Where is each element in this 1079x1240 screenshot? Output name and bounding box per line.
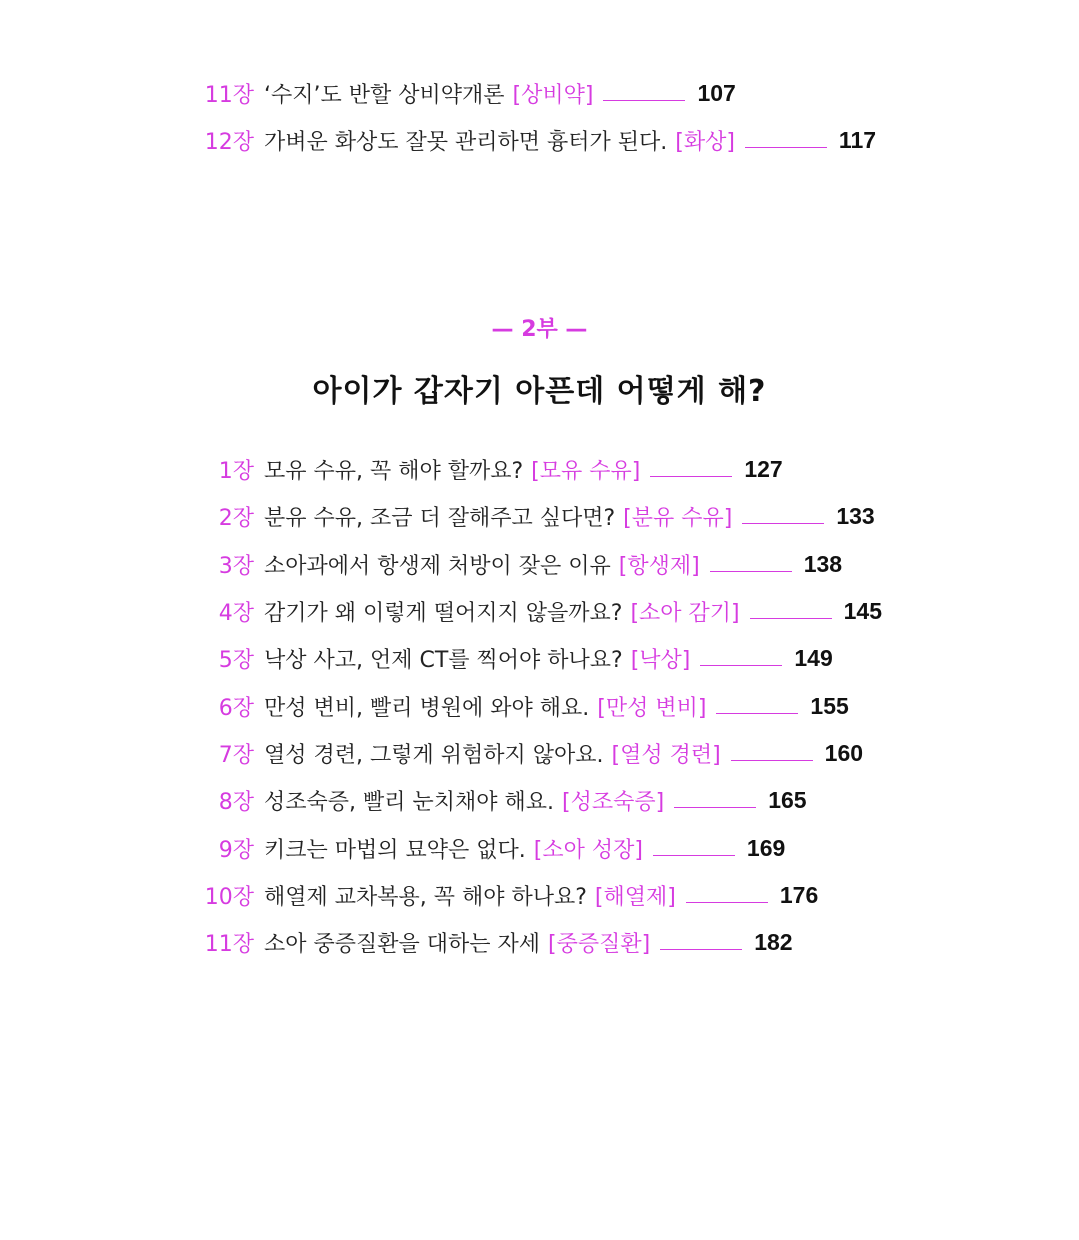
chapter-number: 10장	[204, 884, 254, 910]
page-number: 160	[824, 739, 864, 766]
page-number: 182	[754, 928, 793, 955]
leader-line	[742, 523, 824, 524]
toc-entry[interactable]	[200, 780, 807, 820]
chapter-tag: [해열제]	[594, 884, 676, 910]
chapter-number: 1장	[218, 458, 254, 484]
chapter-title: 소아 중증질환을 대하는 자세	[264, 931, 541, 957]
toc-entry[interactable]	[200, 496, 875, 536]
chapter-title: 키크는 마법의 묘약은 없다.	[264, 837, 526, 863]
leader-line	[660, 949, 742, 950]
chapter-tag: [상비약]	[512, 82, 594, 108]
chapter-title: ‘수지’도 반할 상비약개론	[264, 82, 505, 108]
leader-line	[650, 476, 732, 477]
leader-line	[731, 760, 813, 761]
leader-line	[750, 618, 832, 619]
part-title: 아이가 갑자기 아픈데 어떻게 해?	[312, 374, 767, 409]
page-number: 169	[746, 834, 786, 861]
page-number: 127	[744, 455, 783, 482]
chapter-tag: [열성 경련]	[611, 742, 721, 768]
toc-entry[interactable]	[200, 875, 818, 915]
chapter-number: 5장	[218, 647, 254, 673]
chapter-tag: [만성 변비]	[597, 695, 707, 721]
page-number: 138	[803, 550, 843, 577]
chapter-tag: [소아 감기]	[630, 600, 740, 626]
leader-line	[710, 571, 792, 572]
chapter-title: 성조숙증, 빨리 눈치채야 해요.	[264, 789, 554, 815]
page-number: 176	[779, 881, 819, 908]
chapter-title: 소아과에서 항생제 처방이 잦은 이유	[264, 553, 611, 579]
toc-entry[interactable]	[200, 686, 849, 726]
toc-entry[interactable]	[200, 449, 783, 489]
chapter-tag: [모유 수유]	[531, 458, 641, 484]
chapter-tag: [소아 성장]	[533, 837, 643, 863]
leader-line	[653, 855, 735, 856]
chapter-tag: [중증질환]	[548, 931, 651, 957]
chapter-number: 9장	[218, 837, 254, 863]
chapter-number: 8장	[218, 789, 254, 815]
chapter-title: 모유 수유, 꼭 해야 할까요?	[264, 458, 524, 484]
chapter-title: 가벼운 화상도 잘못 관리하면 흉터가 된다.	[264, 129, 668, 155]
toc-entry[interactable]	[200, 73, 736, 113]
chapter-title: 감기가 왜 이렇게 떨어지지 않을까요?	[264, 600, 623, 626]
toc-entry[interactable]	[200, 638, 833, 678]
chapter-tag: [화상]	[675, 129, 735, 155]
page-number: 145	[843, 597, 882, 624]
leader-line	[716, 713, 798, 714]
chapter-number: 11장	[204, 82, 254, 108]
chapter-number: 2장	[218, 505, 254, 531]
toc-entry[interactable]	[200, 120, 876, 160]
leader-line	[674, 807, 756, 808]
toc-entry[interactable]	[200, 922, 793, 962]
page-number: 117	[838, 126, 877, 153]
page-number: 133	[836, 502, 875, 529]
leader-line	[603, 100, 685, 101]
page-number: 165	[768, 786, 807, 813]
page-number: 107	[697, 79, 736, 106]
page-number: 149	[794, 644, 833, 671]
chapter-tag: [분유 수유]	[623, 505, 733, 531]
chapter-title: 만성 변비, 빨리 병원에 와야 해요.	[264, 695, 590, 721]
chapter-number: 11장	[204, 931, 254, 957]
chapter-number: 12장	[204, 129, 254, 155]
chapter-number: 6장	[218, 695, 254, 721]
chapter-number: 4장	[218, 600, 254, 626]
toc-entry[interactable]	[200, 591, 882, 631]
part-label: — 2부 —	[491, 317, 588, 342]
chapter-number: 3장	[218, 553, 254, 579]
toc-entry[interactable]	[200, 544, 842, 584]
chapter-title: 해열제 교차복용, 꼭 해야 하나요?	[264, 884, 587, 910]
chapter-tag: [항생제]	[618, 553, 700, 579]
leader-line	[745, 147, 827, 148]
page-number: 155	[810, 692, 849, 719]
chapter-number: 7장	[218, 742, 254, 768]
chapter-title: 분유 수유, 조금 더 잘해주고 싶다면?	[264, 505, 616, 531]
leader-line	[686, 902, 768, 903]
chapter-tag: [성조숙증]	[562, 789, 665, 815]
chapter-title: 열성 경련, 그렇게 위험하지 않아요.	[264, 742, 604, 768]
toc-entry[interactable]	[200, 828, 785, 868]
leader-line	[700, 665, 782, 666]
chapter-tag: [낙상]	[630, 647, 691, 673]
chapter-title: 낙상 사고, 언제 CT를 찍어야 하나요?	[264, 647, 623, 673]
toc-entry[interactable]	[200, 733, 863, 773]
